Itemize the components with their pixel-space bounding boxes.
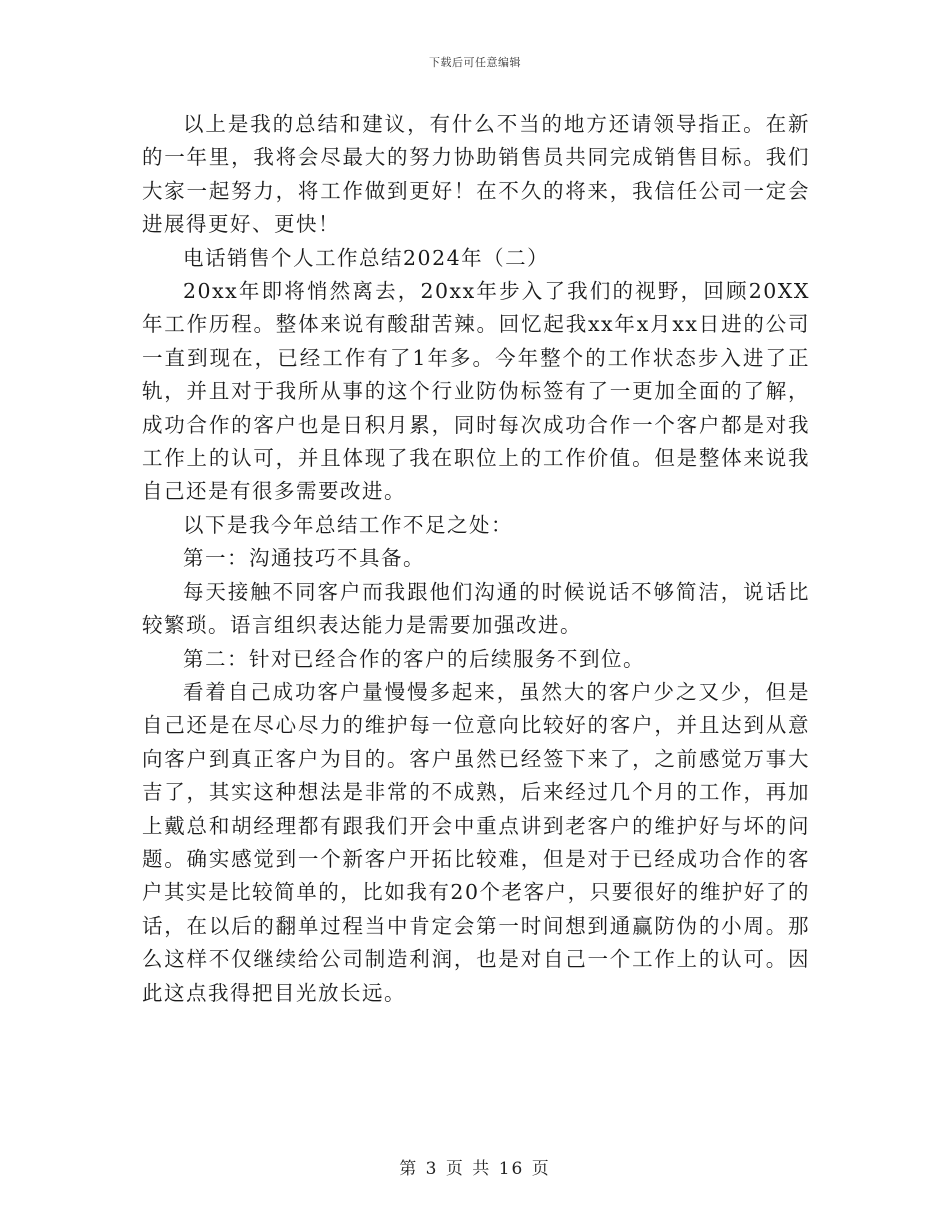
paragraph-year-review: 20xx年即将悄然离去，20xx年步入了我们的视野，回顾20XX年工作历程。整体来说有酸甜苦辣。回忆起我xx年x月xx日进的公司一直到现在，已经工作有了1年多。今年整个的工作状态步入进了正轨，并且对于我所从事的这个行业防伪标签有了一更加全面的了解，成功合作的客户也是日积月累，同时每次成功合作一个客户都是对我工作上的认可，并且体现了我在职位上的工作价值。但是整体来说我自己还是有很多需要改进。 [142, 279, 810, 504]
document-body [142, 108, 810, 1010]
page-number: 第 3 页 共 16 页 [399, 1159, 551, 1179]
paragraph-communication: 每天接触不同客户而我跟他们沟通的时候说话不够简洁，说话比较繁琐。语言组织表达能力是需要加强改进。 [142, 579, 810, 638]
paragraph-customer-service: 看着自己成功客户量慢慢多起来，虽然大的客户少之又少，但是自己还是在尽心尽力的维护每一位意向比较好的客户，并且达到从意向客户到真正客户为目的。客户虽然已经签下来了，之前感觉万事大吉了，其实这种想法是非常的不成熟，后来经过几个月的工作，再加上戴总和胡经理都有跟我们开会中重点讲到老客户的维护好与坏的问题。确实感觉到一个新客户开拓比较难，但是对于已经成功合作的客户其实是比较简单的，比如我有20个老客户，只要很好的维护好了的话，在以后的翻单过程当中肯定会第一时间想到通赢防伪的小周。那么这样不仅继续给公司制造利润，也是对自己一个工作上的认可。因此这点我得把目光放长远。 [142, 679, 810, 1005]
section-heading: 电话销售个人工作总结2024年（二） [183, 245, 550, 270]
point-one-heading: 第一：沟通技巧不具备。 [183, 546, 425, 571]
point-two-heading: 第二：针对已经合作的客户的后续服务不到位。 [183, 646, 645, 671]
paragraph-closing-remarks: 以上是我的总结和建议，有什么不当的地方还请领导指正。在新的一年里，我将会尽最大的努力协助销售员共同完成销售目标。我们大家一起努力，将工作做到更好！在不久的将来，我信任公司一定会进展得更好、更快！ [142, 112, 810, 237]
page-header-note: 下载后可任意编辑 [429, 56, 521, 69]
paragraph-shortcomings-intro: 以下是我今年总结工作不足之处： [183, 512, 513, 537]
